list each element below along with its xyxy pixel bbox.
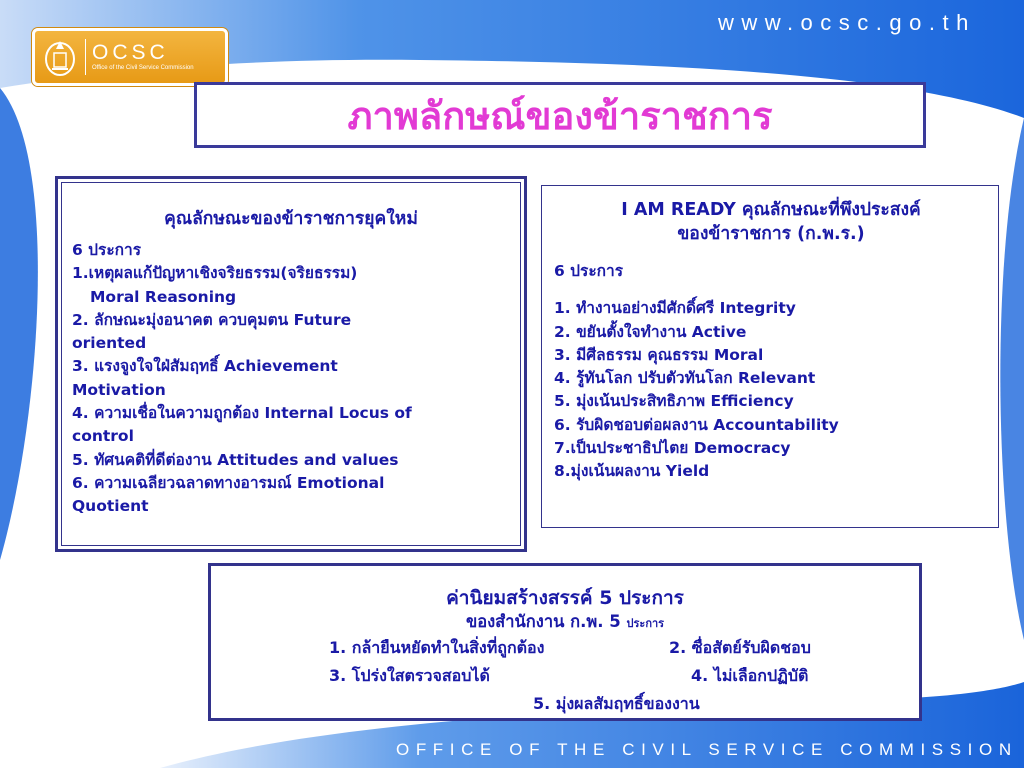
ocsc-logo — [32, 28, 228, 86]
list-item: 4. ไม่เลือกปฏิบัติ — [691, 666, 809, 685]
logo-name: OCSC — [92, 41, 169, 64]
list-item: 7.เป็นประชาธิปไตย Democracy — [554, 439, 791, 458]
logo-subtitle: Office of the Civil Service Commission — [92, 65, 194, 71]
list-item: 5. มุ่งผลสัมฤทธิ์ของงาน — [533, 694, 700, 713]
list-item: 4. รู้ทันโลก ปรับตัวทันโลก Relevant — [554, 369, 816, 388]
list-item: Moral Reasoning — [90, 287, 237, 306]
logo-divider — [85, 39, 86, 75]
ocsc-emblem-icon — [41, 35, 79, 79]
bottom-panel-subheading: ของสำนักงาน ก.พ. 5 — [465, 612, 621, 631]
list-item: 5. มุ่งเน้นประสิทธิภาพ Efficiency — [554, 392, 794, 411]
list-item: 1.เหตุผลแก้ปัญหาเชิงจริยธรรม(จริยธรรม) — [72, 264, 358, 283]
list-item: 4. ความเชื่อในความถูกต้อง Internal Locus of — [72, 404, 412, 423]
right-panel — [541, 185, 999, 528]
list-item: 2. ขยันตั้งใจทำงาน Active — [554, 322, 747, 341]
list-item: 1. กล้ายืนหยัดทำในสิ่งที่ถูกต้อง — [329, 638, 545, 657]
list-item: 3. แรงจูงใจใฝ่สัมฤทธิ์ Achievement — [72, 357, 338, 376]
bottom-panel-subheading-small: ประการ — [626, 617, 665, 630]
footer-text: OFFICE OF THE CIVIL SERVICE COMMISSION — [396, 740, 1018, 759]
list-item: 3. โปร่งใสตรวจสอบได้ — [329, 666, 490, 685]
list-item: 8.มุ่งเน้นผลงาน Yield — [554, 462, 710, 481]
list-item: 2. ซื่อสัตย์รับผิดชอบ — [669, 638, 811, 657]
bottom-panel-heading: ค่านิยมสร้างสรรค์ 5 ประการ — [446, 587, 684, 609]
slide-title: ภาพลักษณ์ของข้าราชการ — [347, 93, 773, 138]
list-item: 2. ลักษณะมุ่งอนาคต ควบคุมตน Future — [72, 310, 352, 329]
site-url: www.ocsc.go.th — [718, 10, 976, 35]
list-item: Motivation — [72, 380, 166, 399]
list-item: 3. มีศีลธรรม คุณธรรม Moral — [554, 345, 764, 364]
list-item: Quotient — [72, 497, 149, 516]
list-item: 6. รับผิดชอบต่อผลงาน Accountability — [554, 415, 839, 434]
bottom-panel — [208, 563, 922, 721]
list-item: control — [72, 427, 134, 446]
list-item: oriented — [72, 334, 147, 353]
left-panel-heading: คุณลักษณะของข้าราชการยุคใหม่ — [164, 209, 418, 229]
right-panel-count: 6 ประการ — [554, 262, 624, 280]
left-panel-count: 6 ประการ — [72, 241, 142, 259]
list-item: 5. ทัศนคติที่ดีต่องาน Attitudes and values — [72, 450, 399, 469]
list-item: 6. ความเฉลียวฉลาดทางอารมณ์ Emotional — [72, 473, 385, 492]
right-panel-heading: I AM READY คุณลักษณะที่พึงประสงค์ — [621, 200, 921, 220]
left-panel — [55, 176, 527, 552]
right-panel-subheading: ของข้าราชการ (ก.พ.ร.) — [677, 224, 865, 244]
list-item: 1. ทำงานอย่างมีศักดิ์ศรี Integrity — [554, 299, 796, 318]
title-box — [194, 82, 926, 148]
